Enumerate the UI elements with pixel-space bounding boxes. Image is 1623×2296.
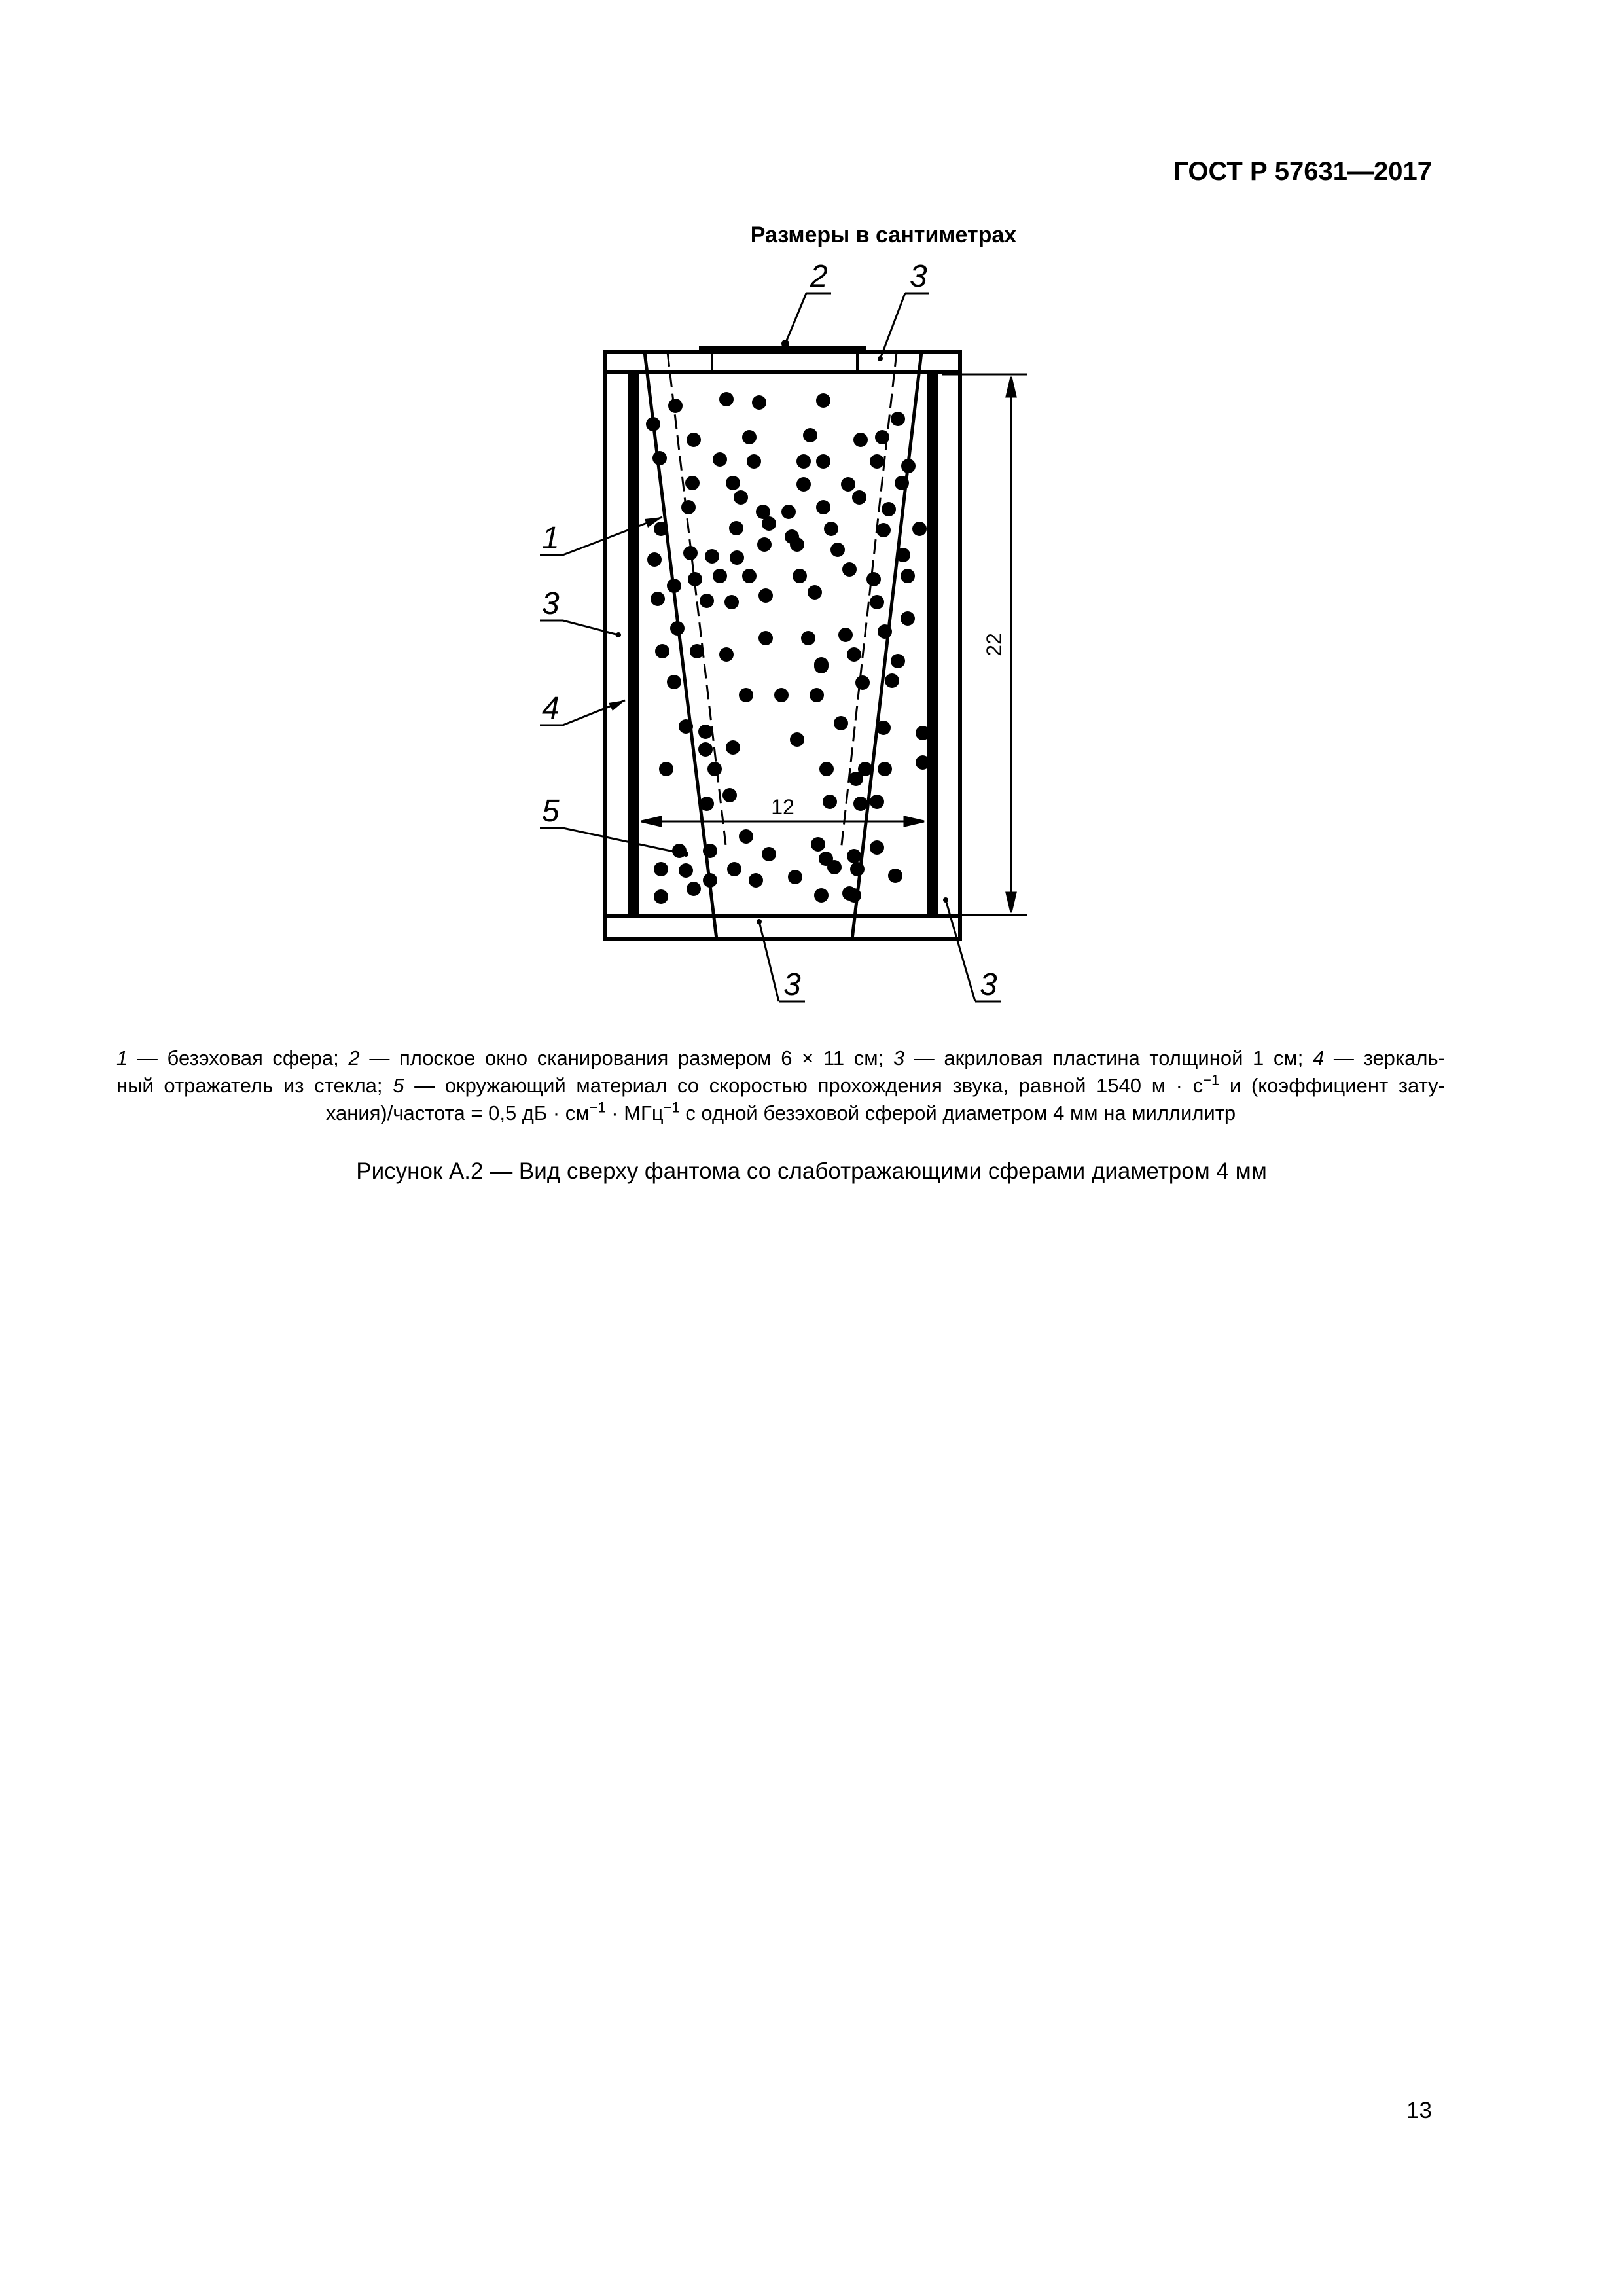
sphere-dot [713,452,727,467]
sphere-dot [842,562,857,577]
callout-3-bottom: 3 [783,967,801,1002]
sphere-dot [707,762,722,776]
sphere-dot [852,490,866,505]
sphere-dot [838,628,853,642]
sphere-dot [847,647,861,662]
sphere-dot [853,797,868,811]
sphere-dot [875,430,889,444]
sphere-dot [757,537,772,552]
sphere-dot [876,721,891,735]
callout-2: 2 [810,259,828,294]
sphere-dot [703,844,717,858]
sphere-dot [834,716,848,730]
sphere-dot [810,688,824,702]
sphere-dot [885,673,899,688]
scanning-window [699,346,866,353]
sphere-dot [654,862,668,876]
sphere-dot [667,579,681,593]
sphere-dot [781,505,796,519]
figure-caption: Рисунок А.2 — Вид сверху фантома со слаботражающими сферами диаметром 4 мм [356,1158,1267,1184]
sphere-dot [916,726,930,740]
sphere-dot [681,500,696,514]
sphere-dot [739,829,753,844]
sphere-dot [870,454,884,469]
legend-line-1: 1 — безэховая сфера; 2 — плоское окно сканирования размером 6 × 11 см; 3 — акриловая пластина толщиной 1 см; 4 — зеркаль- [116,1047,1445,1069]
sphere-dot [705,549,719,564]
sphere-dot [747,454,761,469]
callout-1: 1 [542,521,560,556]
sphere-dot [916,755,930,770]
sphere-dot [726,740,740,755]
sphere-dot [668,399,683,413]
sphere-dot [749,873,763,888]
sphere-dot [654,522,668,536]
beam-right-dashed [841,352,897,851]
document-header: ГОСТ Р 57631—2017 [1173,157,1432,186]
callout-3-right: 3 [980,967,997,1002]
sphere-dot [803,428,817,442]
sphere-dot [651,592,665,606]
sphere-dot [847,888,861,903]
sphere-dot [793,569,807,583]
sphere-dot [700,797,714,811]
callout-3-left: 3 [542,586,560,621]
sphere-dot [808,585,822,600]
sphere-dot [742,569,757,583]
sphere-dot [870,795,884,809]
sphere-dot [730,550,744,565]
sphere-dot [816,454,830,469]
sphere-dot [796,477,811,492]
callout-4: 4 [542,691,560,726]
sphere-dot [866,572,881,586]
sphere-dot [652,451,667,465]
sphere-dot [670,621,685,636]
sphere-dot [719,392,734,406]
figure-legend [116,1045,1445,1127]
sphere-dot [814,888,829,903]
sphere-dot [687,882,701,896]
sphere-dot [816,393,830,408]
sphere-dot [878,624,892,639]
sphere-dot [814,659,829,673]
sphere-dot [823,795,837,809]
sphere-dot [847,849,861,863]
sphere-dot [719,647,734,662]
callout-5: 5 [542,794,560,829]
sphere-dot [774,688,789,702]
sphere-dot [703,873,717,888]
legend-line-2: ный отражатель из стекла; 5 — окружающий материал со скоростью прохождения звука, равной 1540 $м \cdot с^{-1}$ и (коэффициент зату- [116,1071,1445,1097]
sphere-dot [876,523,891,537]
sphere-dot [895,476,909,490]
sphere-dot [901,611,915,626]
sphere-dot [647,552,662,567]
dimension-height-label: 22 [982,633,1006,656]
sphere-dot [734,490,748,505]
sphere-dot [752,395,766,410]
sphere-dot [827,860,842,874]
sphere-dot [713,569,727,583]
sphere-dot [655,644,669,658]
sphere-dot [698,742,713,757]
sphere-dot [830,543,845,557]
sphere-dot [850,862,865,876]
sphere-dot [853,433,868,447]
sphere-dot [722,788,737,802]
sphere-dot [796,454,811,469]
sphere-dot [870,840,884,855]
sphere-dot [762,516,776,531]
sphere-dot [727,862,741,876]
sphere-dot [788,870,802,884]
sphere-dot [762,847,776,861]
sphere-dot [698,725,713,739]
sphere-dot [667,675,681,689]
sphere-dot [891,412,905,426]
sphere-dot [811,837,825,852]
sphere-dot [891,654,905,668]
sphere-dot [790,537,804,552]
mirror-reflector-right [927,374,938,915]
sphere-dot [724,595,739,609]
sphere-dot [726,476,740,490]
sphere-dot [888,869,902,883]
sphere-dot [688,572,702,586]
sphere-dot [679,863,693,878]
phantom-diagram [0,0,1623,1021]
sphere-dot [683,546,698,560]
dimension-width-label: 12 [771,795,794,819]
sphere-dot [790,732,804,747]
sphere-dot [700,594,714,608]
sphere-dot [646,417,660,431]
sphere-dot [690,644,704,658]
sphere-dot [841,477,855,492]
sphere-dot [659,762,673,776]
sphere-dot [849,772,863,786]
legend-line-3: хания)/частота = 0,5 дБ · $см^{-1} \cdot МГц^{-1}$ с одной безэховой сферой диаметром 4 мм на миллилитр [325,1099,1236,1124]
sphere-dot [679,719,693,734]
sphere-dot [912,522,927,536]
sphere-dot [819,762,834,776]
sphere-dot [855,675,870,690]
sphere-dot [870,595,884,609]
sphere-dot [654,889,668,904]
sphere-dot [896,548,910,562]
sphere-dot [824,522,838,536]
sphere-dot [901,459,916,473]
sphere-dot [901,569,915,583]
sphere-dot [878,762,892,776]
page-number: 13 [1406,2098,1432,2123]
sphere-dot [739,688,753,702]
sphere-dot [882,502,896,516]
sphere-dot [687,433,701,447]
units-note: Размеры в сантиметрах [750,223,1017,247]
sphere-dot [729,521,743,535]
sphere-dot [801,631,815,645]
mirror-reflector-left [628,374,639,915]
sphere-dot [758,588,773,603]
callout-3-top: 3 [910,259,927,294]
sphere-dot [758,631,773,645]
sphere-dot [816,500,830,514]
sphere-dot [685,476,700,490]
sphere-dot [742,430,757,444]
